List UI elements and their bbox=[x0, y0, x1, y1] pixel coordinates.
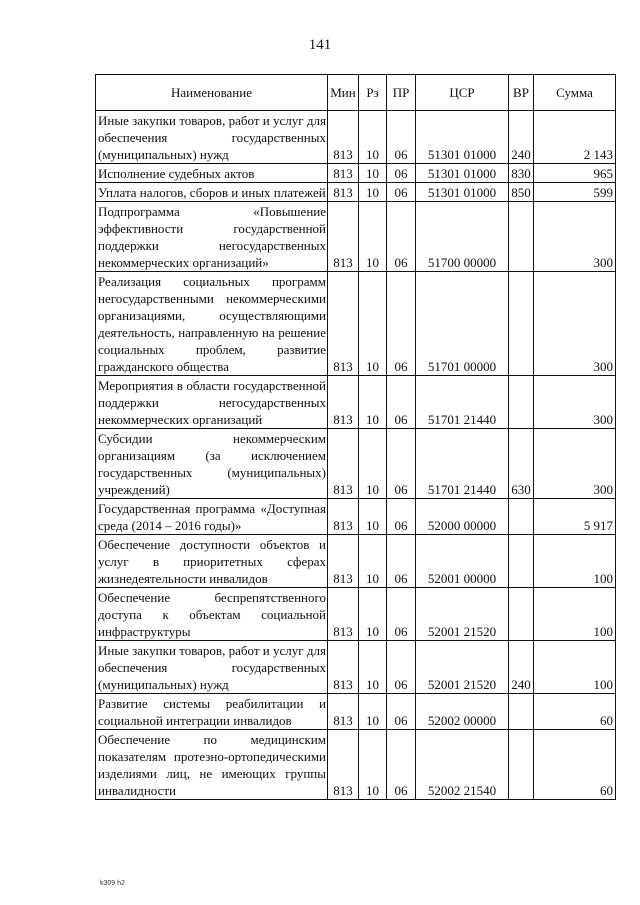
cell-pr: 06 bbox=[387, 535, 416, 588]
cell-sum: 599 bbox=[534, 183, 616, 202]
table-row bbox=[96, 499, 616, 535]
cell-rz: 10 bbox=[359, 499, 387, 535]
cell-csr: 52001 21520 bbox=[416, 588, 509, 641]
column-header-rz: Рз bbox=[359, 75, 387, 111]
cell-min: 813 bbox=[328, 429, 359, 499]
cell-rz: 10 bbox=[359, 535, 387, 588]
table-row bbox=[96, 535, 616, 588]
cell-name: Субсидии некоммерческим организациям (за исключением государственных (муниципальных) учреждений) bbox=[96, 429, 328, 499]
cell-name: Обеспечение беспрепятственного доступа к объектам социальной инфраструктуры bbox=[96, 588, 328, 641]
cell-sum: 60 bbox=[534, 730, 616, 800]
cell-sum: 100 bbox=[534, 535, 616, 588]
cell-pr: 06 bbox=[387, 641, 416, 694]
table-row bbox=[96, 429, 616, 499]
table-header bbox=[96, 75, 616, 111]
cell-vr: 240 bbox=[509, 641, 534, 694]
column-header-pr: ПР bbox=[387, 75, 416, 111]
cell-name: Развитие системы реабилитации и социальной интеграции инвалидов bbox=[96, 694, 328, 730]
cell-csr: 52002 00000 bbox=[416, 694, 509, 730]
cell-rz: 10 bbox=[359, 111, 387, 164]
cell-csr: 51301 01000 bbox=[416, 111, 509, 164]
cell-csr: 51301 01000 bbox=[416, 164, 509, 183]
cell-rz: 10 bbox=[359, 588, 387, 641]
cell-min: 813 bbox=[328, 183, 359, 202]
cell-csr: 52001 21520 bbox=[416, 641, 509, 694]
cell-rz: 10 bbox=[359, 272, 387, 376]
table-row bbox=[96, 111, 616, 164]
cell-name: Реализация социальных программ негосударственными некоммерческими организациями, осуществляющими деятельность, направленную на решение социальных проблем, развитие гражданского общества bbox=[96, 272, 328, 376]
cell-pr: 06 bbox=[387, 499, 416, 535]
cell-name: Исполнение судебных актов bbox=[96, 164, 328, 183]
cell-vr bbox=[509, 730, 534, 800]
cell-sum: 60 bbox=[534, 694, 616, 730]
cell-rz: 10 bbox=[359, 730, 387, 800]
cell-min: 813 bbox=[328, 272, 359, 376]
cell-sum: 965 bbox=[534, 164, 616, 183]
column-header-csr: ЦСР bbox=[416, 75, 509, 111]
cell-pr: 06 bbox=[387, 202, 416, 272]
cell-pr: 06 bbox=[387, 272, 416, 376]
cell-rz: 10 bbox=[359, 641, 387, 694]
cell-vr: 240 bbox=[509, 111, 534, 164]
column-header-name: Наименование bbox=[96, 75, 328, 111]
cell-name: Обеспечение по медицинским показателям протезно-ортопедическими изделиями лиц, не имеющих группы инвалидности bbox=[96, 730, 328, 800]
table-body bbox=[96, 111, 616, 800]
cell-min: 813 bbox=[328, 111, 359, 164]
cell-vr: 830 bbox=[509, 164, 534, 183]
table-row bbox=[96, 164, 616, 183]
cell-csr: 52000 00000 bbox=[416, 499, 509, 535]
table-row bbox=[96, 730, 616, 800]
cell-sum: 100 bbox=[534, 641, 616, 694]
cell-min: 813 bbox=[328, 164, 359, 183]
cell-rz: 10 bbox=[359, 202, 387, 272]
cell-name: Мероприятия в области государственной поддержки негосударственных некоммерческих организаций bbox=[96, 376, 328, 429]
cell-pr: 06 bbox=[387, 183, 416, 202]
cell-name: Уплата налогов, сборов и иных платежей bbox=[96, 183, 328, 202]
cell-min: 813 bbox=[328, 588, 359, 641]
cell-rz: 10 bbox=[359, 376, 387, 429]
cell-min: 813 bbox=[328, 376, 359, 429]
cell-vr bbox=[509, 376, 534, 429]
cell-pr: 06 bbox=[387, 694, 416, 730]
cell-sum: 300 bbox=[534, 429, 616, 499]
cell-vr bbox=[509, 499, 534, 535]
cell-pr: 06 bbox=[387, 376, 416, 429]
cell-sum: 300 bbox=[534, 272, 616, 376]
cell-pr: 06 bbox=[387, 429, 416, 499]
table-row bbox=[96, 641, 616, 694]
cell-vr: 630 bbox=[509, 429, 534, 499]
cell-csr: 51701 21440 bbox=[416, 376, 509, 429]
cell-min: 813 bbox=[328, 499, 359, 535]
page-number: 141 bbox=[308, 37, 332, 53]
cell-sum: 2 143 bbox=[534, 111, 616, 164]
cell-pr: 06 bbox=[387, 111, 416, 164]
table-row bbox=[96, 376, 616, 429]
cell-vr bbox=[509, 588, 534, 641]
cell-sum: 300 bbox=[534, 202, 616, 272]
cell-csr: 51701 00000 bbox=[416, 272, 509, 376]
column-header-sum: Сумма bbox=[534, 75, 616, 111]
cell-sum: 300 bbox=[534, 376, 616, 429]
cell-name: Иные закупки товаров, работ и услуг для обеспечения государственных (муниципальных) нужд bbox=[96, 641, 328, 694]
budget-table bbox=[95, 74, 616, 800]
cell-min: 813 bbox=[328, 202, 359, 272]
cell-name: Обеспечение доступности объектов и услуг в приоритетных сферах жизнедеятельности инвалидов bbox=[96, 535, 328, 588]
cell-pr: 06 bbox=[387, 164, 416, 183]
cell-name: Подпрограмма «Повышение эффективности государственной поддержки негосударственных некоммерческих организаций» bbox=[96, 202, 328, 272]
cell-csr: 52001 00000 bbox=[416, 535, 509, 588]
cell-rz: 10 bbox=[359, 164, 387, 183]
table-row bbox=[96, 183, 616, 202]
cell-rz: 10 bbox=[359, 429, 387, 499]
footer-code: k309 h2 bbox=[100, 880, 125, 887]
cell-name: Государственная программа «Доступная среда (2014 – 2016 годы)» bbox=[96, 499, 328, 535]
cell-csr: 52002 21540 bbox=[416, 730, 509, 800]
cell-vr: 850 bbox=[509, 183, 534, 202]
table-row bbox=[96, 588, 616, 641]
cell-vr bbox=[509, 694, 534, 730]
cell-sum: 5 917 bbox=[534, 499, 616, 535]
column-header-vr: ВР bbox=[509, 75, 534, 111]
cell-sum: 100 bbox=[534, 588, 616, 641]
cell-min: 813 bbox=[328, 641, 359, 694]
cell-min: 813 bbox=[328, 730, 359, 800]
cell-csr: 51701 21440 bbox=[416, 429, 509, 499]
table-row bbox=[96, 202, 616, 272]
cell-rz: 10 bbox=[359, 694, 387, 730]
cell-min: 813 bbox=[328, 535, 359, 588]
cell-vr bbox=[509, 535, 534, 588]
cell-vr bbox=[509, 272, 534, 376]
table-row bbox=[96, 272, 616, 376]
cell-pr: 06 bbox=[387, 588, 416, 641]
cell-min: 813 bbox=[328, 694, 359, 730]
cell-pr: 06 bbox=[387, 730, 416, 800]
cell-csr: 51700 00000 bbox=[416, 202, 509, 272]
column-header-min: Мин bbox=[328, 75, 359, 111]
cell-name: Иные закупки товаров, работ и услуг для обеспечения государственных (муниципальных) нужд bbox=[96, 111, 328, 164]
cell-rz: 10 bbox=[359, 183, 387, 202]
table-row bbox=[96, 694, 616, 730]
cell-csr: 51301 01000 bbox=[416, 183, 509, 202]
cell-vr bbox=[509, 202, 534, 272]
